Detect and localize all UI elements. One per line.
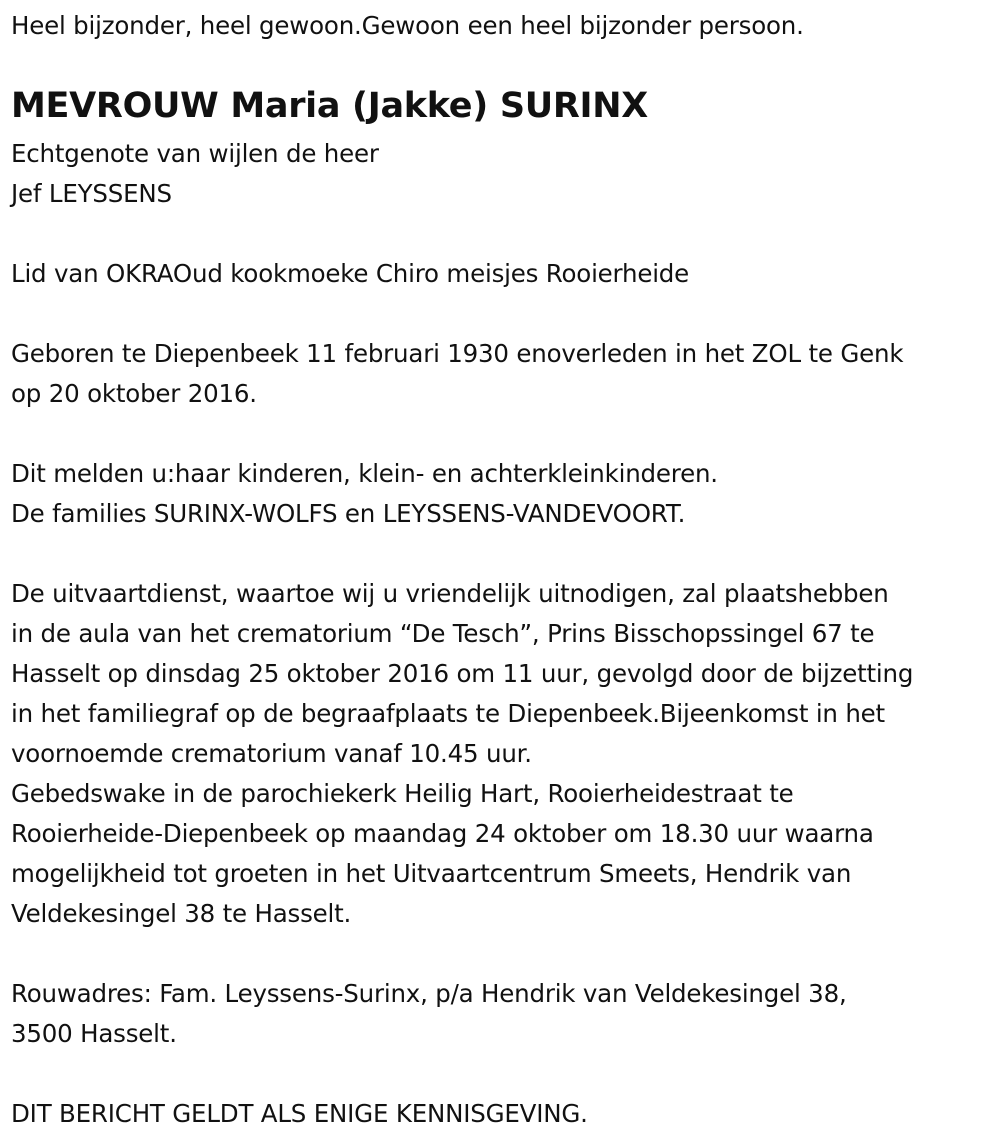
- mourning-address-block: [11, 974, 847, 1054]
- service-block: [11, 574, 913, 934]
- service-line: Veldekesingel 38 te Hasselt.: [11, 899, 352, 928]
- tagline: Heel bijzonder, heel gewoon.Gewoon een heel bijzonder persoon.: [11, 11, 804, 40]
- service-line: in de aula van het crematorium “De Tesch”, Prins Bisschopssingel 67 te: [11, 619, 875, 648]
- notice-text: DIT BERICHT GELDT ALS ENIGE KENNISGEVING.: [11, 1099, 588, 1128]
- service-line: in het familiegraf op de begraafplaats te Diepenbeek.Bijeenkomst in het: [11, 699, 885, 728]
- service-line: Gebedswake in de parochiekerk Heilig Hart, Rooierheidestraat te: [11, 779, 794, 808]
- service-line: voornoemde crematorium vanaf 10.45 uur.: [11, 739, 532, 768]
- service-line: mogelijkheid tot groeten in het Uitvaartcentrum Smeets, Hendrik van: [11, 859, 852, 888]
- birth-death-block: [11, 334, 903, 414]
- spouse-line: Jef LEYSSENS: [11, 179, 172, 208]
- mourning-address-line: 3500 Hasselt.: [11, 1019, 177, 1048]
- membership-block: [11, 254, 689, 294]
- announcement-line: Dit melden u:haar kinderen, klein- en achterkleinkinderen.: [11, 459, 718, 488]
- announcement-block: [11, 454, 718, 534]
- deceased-name: MEVROUW Maria (Jakke) SURINX: [11, 86, 648, 126]
- announcement-line: De families SURINX-WOLFS en LEYSSENS-VANDEVOORT.: [11, 499, 686, 528]
- mourning-address-line: Rouwadres: Fam. Leyssens-Surinx, p/a Hendrik van Veldekesingel 38,: [11, 979, 847, 1008]
- service-line: Hasselt op dinsdag 25 oktober 2016 om 11 uur, gevolgd door de bijzetting: [11, 659, 914, 688]
- birth-death-line: op 20 oktober 2016.: [11, 379, 257, 408]
- service-line: Rooierheide-Diepenbeek op maandag 24 oktober om 18.30 uur waarna: [11, 819, 874, 848]
- birth-death-line: Geboren te Diepenbeek 11 februari 1930 enoverleden in het ZOL te Genk: [11, 339, 904, 368]
- membership-text: Lid van OKRAOud kookmoeke Chiro meisjes Rooierheide: [11, 259, 690, 288]
- notice-block: [11, 1094, 588, 1134]
- spouse-line: Echtgenote van wijlen de heer: [11, 139, 379, 168]
- spouse-block: [11, 134, 379, 214]
- service-line: De uitvaartdienst, waartoe wij u vriendelijk uitnodigen, zal plaatshebben: [11, 579, 889, 608]
